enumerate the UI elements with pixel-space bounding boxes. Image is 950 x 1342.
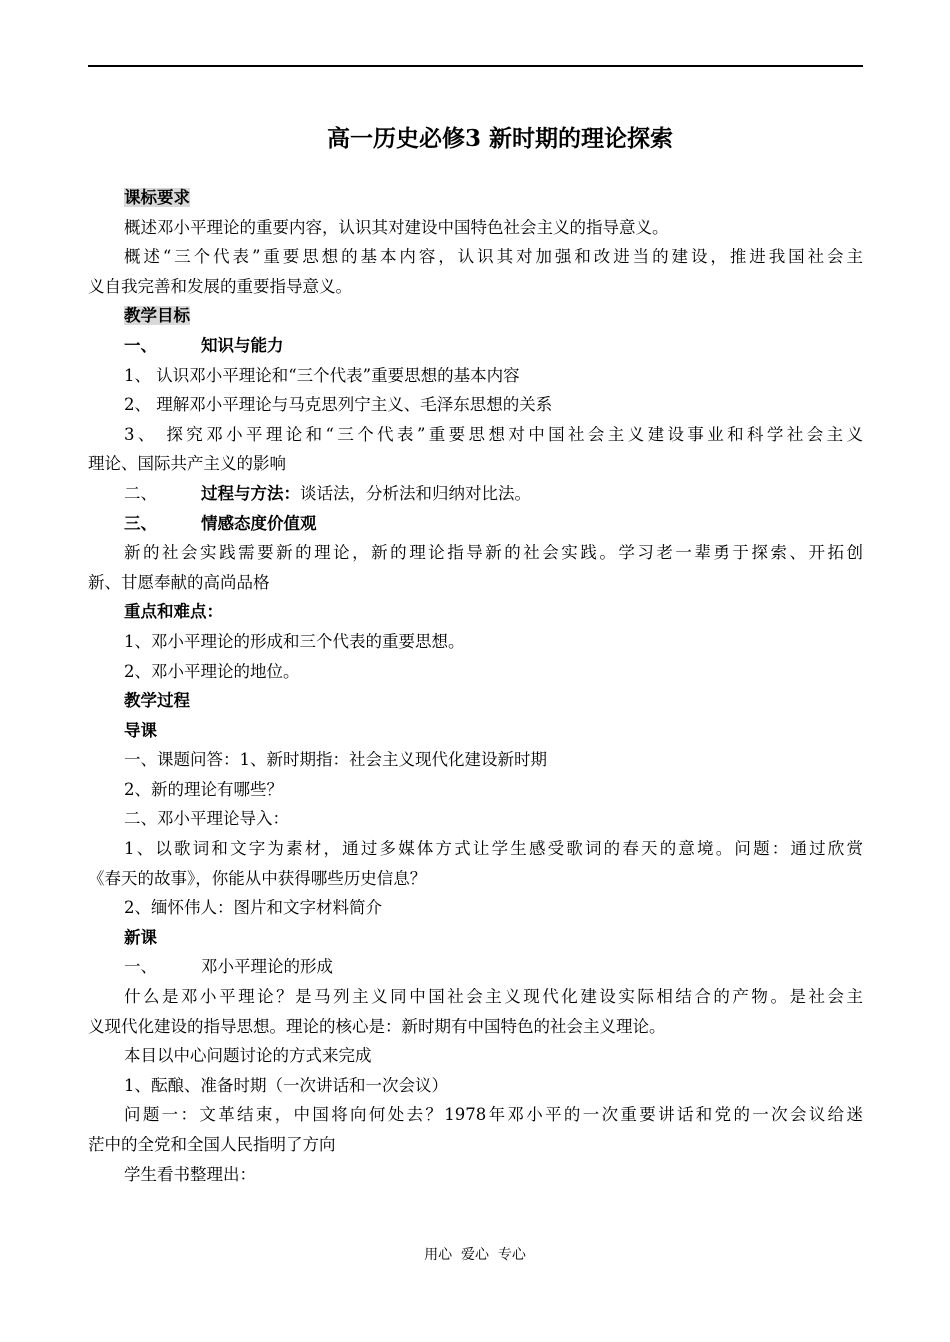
paragraph-line: 问题一：文革结束，中国将向何处去？1978年邓小平的一次重要讲话和党的一次会议给迷 (124, 1105, 863, 1125)
list-item: 2、 理解邓小平理论与马克思列宁主义、毛泽东思想的关系 (124, 395, 553, 415)
paragraph-line: 一、课题问答：1、新时期指：社会主义现代化建设新时期 (124, 750, 547, 770)
paragraph-line: 2、缅怀伟人：图片和文字材料简介 (124, 898, 382, 918)
paragraph-line: 二、邓小平理论导入： (124, 809, 289, 829)
subheading: 一、 知识与能力 (124, 335, 284, 355)
section-heading: 导课 (124, 720, 157, 740)
paragraph-line: 新、甘愿奉献的高尚品格 (88, 572, 270, 592)
paragraph-line: 义现代化建设的指导思想。理论的核心是：新时期有中国特色的社会主义理论。 (88, 1016, 666, 1036)
paragraph-line: 茫中的全党和全国人民指明了方向 (88, 1135, 336, 1154)
section-heading: 重点和难点： (124, 602, 223, 622)
paragraph-line: 本目以中心问题讨论的方式来完成 (124, 1046, 372, 1066)
list-item-continuation: 理论、国际共产主义的影响 (88, 454, 286, 474)
page-footer: 用心 爱心 专心 (424, 1247, 526, 1263)
paragraph-line: 2、新的理论有哪些？ (124, 779, 283, 799)
subheading: 三、 情感态度价值观 (124, 513, 317, 533)
section-heading: 教学过程 (124, 691, 190, 711)
subheading: 一、 邓小平理论的形成 (124, 957, 333, 977)
subheading: 二、 过程与方法：谈话法，分析法和归纳对比法。 (124, 483, 531, 503)
list-item: 1、 认识邓小平理论和“三个代表”重要思想的基本内容 (124, 365, 520, 385)
document-body (88, 183, 863, 1189)
section-heading: 课标要求 (124, 188, 190, 207)
paragraph-line: 概述邓小平理论的重要内容，认识其对建设中国特色社会主义的指导意义。 (124, 217, 669, 237)
paragraph-line: 什么是邓小平理论？是马列主义同中国社会主义现代化建设实际相结合的产物。是社会主 (124, 987, 863, 1007)
paragraph-line: 概述“三个代表”重要思想的基本内容，认识其对加强和改进当的建设，推进我国社会主 (124, 247, 863, 267)
paragraph-line: 《春天的故事》，你能从中获得哪些历史信息？ (88, 868, 427, 888)
document-title: 高一历史必修3 新时期的理论探索 (326, 125, 673, 152)
section-heading: 新课 (124, 927, 157, 947)
paragraph-line: 1、以歌词和文字为素材，通过多媒体方式让学生感受歌词的春天的意境。问题：通过欣赏 (124, 839, 863, 859)
header-rule (88, 65, 863, 67)
list-item: 2、邓小平理论的地位。 (124, 661, 300, 681)
paragraph-line: 学生看书整理出： (124, 1164, 256, 1184)
list-item: 3、 探究邓小平理论和“三个代表”重要思想对中国社会主义建设事业和科学社会主义 (124, 424, 863, 444)
section-heading: 教学目标 (124, 306, 190, 326)
paragraph-line: 1、酝酿、准备时期（一次讲话和一次会议） (124, 1075, 448, 1095)
paragraph-line: 新的社会实践需要新的理论，新的理论指导新的社会实践。学习老一辈勇于探索、开拓创 (124, 543, 863, 563)
paragraph-line: 义自我完善和发展的重要指导意义。 (88, 276, 352, 296)
list-item: 1、邓小平理论的形成和三个代表的重要思想。 (124, 631, 465, 651)
